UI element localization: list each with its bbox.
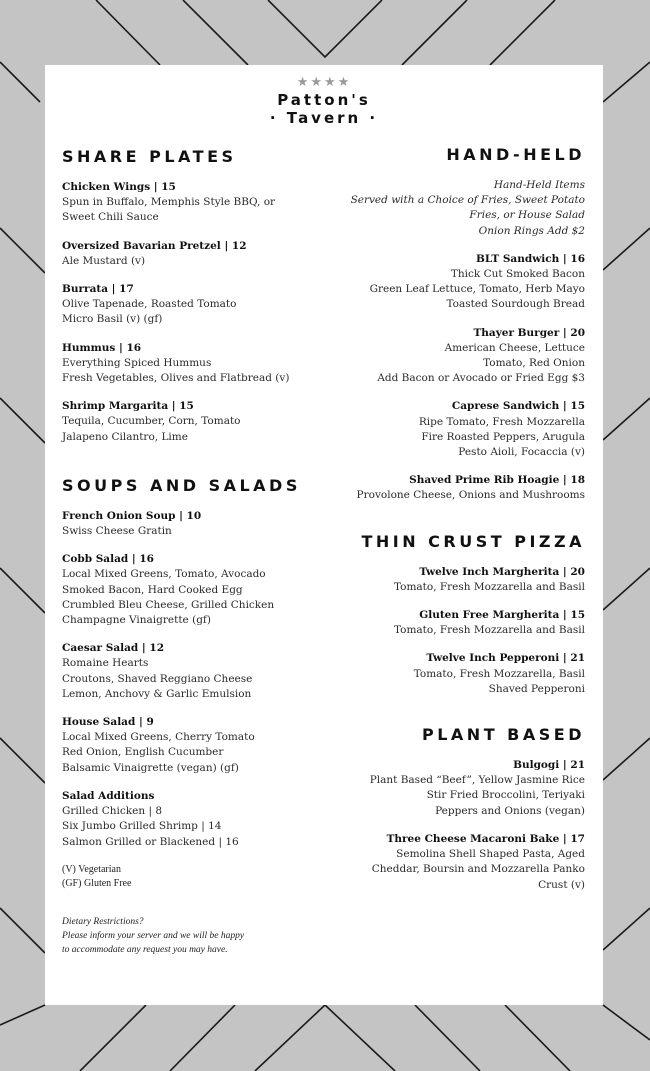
- section-title-share-plates: SHARE PLATES: [62, 147, 237, 166]
- menu-item-description: American Cheese, Lettuce: [444, 341, 585, 354]
- menu-item: [62, 180, 332, 226]
- menu-item: [62, 641, 332, 702]
- menu-item-description: Fire Roasted Peppers, Arugula: [421, 430, 585, 443]
- rating-stars-icon: ★★★★: [296, 75, 352, 90]
- menu-item: [315, 565, 585, 595]
- legend-gluten-free: (GF) Gluten Free: [62, 877, 132, 889]
- restaurant-subtitle: · Tavern ·: [269, 109, 379, 127]
- menu-item-description: Balsamic Vinaigrette (vegan) (gf): [62, 761, 239, 774]
- menu-item: [62, 282, 332, 328]
- menu-item: [62, 239, 332, 269]
- menu-item-description: Tomato, Fresh Mozzarella and Basil: [393, 624, 585, 637]
- dietary-line: Please inform your server and we will be happy: [62, 930, 245, 941]
- menu-item-name: Three Cheese Macaroni Bake | 17: [386, 832, 585, 845]
- menu-item-name: Burrata | 17: [62, 283, 134, 296]
- menu-item-name: Caprese Sandwich | 15: [451, 400, 585, 413]
- menu-item-name: BLT Sandwich | 16: [475, 252, 585, 265]
- menu-item-description: Stir Fried Broccolini, Teriyaki: [426, 789, 585, 802]
- menu-item-description: Ale Mustard (v): [62, 254, 146, 267]
- menu-item: [315, 473, 585, 503]
- menu-item-description: Tomato, Red Onion: [483, 357, 585, 370]
- menu-item: [62, 552, 332, 628]
- menu-item-description: Smoked Bacon, Hard Cooked Egg: [62, 583, 243, 596]
- menu-item-name: House Salad | 9: [62, 716, 154, 729]
- menu-item-description: Lemon, Anchovy & Garlic Emulsion: [62, 687, 252, 700]
- menu-header: [45, 75, 603, 127]
- menu-item-name: Hummus | 16: [62, 341, 142, 354]
- menu-item-description: Tomato, Fresh Mozzarella and Basil: [393, 580, 585, 593]
- menu-item-description: Cheddar, Boursin and Mozzarella Panko: [371, 863, 585, 876]
- menu-item-description: Semolina Shell Shaped Pasta, Aged: [396, 848, 585, 861]
- menu-item: [62, 789, 332, 850]
- section-title-plant-based: PLANT BASED: [422, 725, 585, 745]
- menu-item-description: Croutons, Shaved Reggiano Cheese: [62, 672, 253, 685]
- menu-item-description: Jalapeno Cilantro, Lime: [62, 430, 188, 443]
- menu-item-description: Spun in Buffalo, Memphis Style BBQ, or: [62, 196, 276, 209]
- menu-item-name: Thayer Burger | 20: [473, 326, 585, 339]
- menu-item: [315, 252, 585, 313]
- legend: [62, 863, 332, 891]
- intro-line: Served with a Choice of Fries, Sweet Potato: [350, 194, 585, 207]
- menu-item-description: Fresh Vegetables, Olives and Flatbread (v): [62, 372, 290, 385]
- section-title-soups-salads: SOUPS AND SALADS: [62, 475, 301, 495]
- menu-item-description: Ripe Tomato, Fresh Mozzarella: [418, 415, 585, 428]
- menu-item-description: Crumbled Bleu Cheese, Grilled Chicken: [62, 598, 275, 611]
- menu-item: [62, 399, 332, 445]
- menu-item-description: Everything Spiced Hummus: [62, 356, 212, 369]
- menu-item-name: Salad Additions: [62, 789, 155, 802]
- menu-item-name: Caesar Salad | 12: [62, 642, 165, 655]
- legend-vegetarian: (V) Vegetarian: [62, 863, 121, 875]
- menu-item-name: Chicken Wings | 15: [62, 181, 176, 193]
- restaurant-name: Patton's: [277, 91, 371, 109]
- menu-item-description: Salmon Grilled or Blackened | 16: [62, 835, 239, 848]
- section-title-pizza: THIN CRUST PIZZA: [361, 531, 585, 551]
- menu-item-description: Local Mixed Greens, Cherry Tomato: [62, 731, 255, 744]
- dietary-line: Dietary Restrictions?: [62, 916, 144, 927]
- menu-item-description: Tomato, Fresh Mozzarella, Basil: [413, 667, 585, 680]
- menu-item-name: Shrimp Margarita | 15: [62, 400, 194, 413]
- menu-item-description: Peppers and Onions (vegan): [435, 804, 585, 817]
- menu-item-name: Cobb Salad | 16: [62, 553, 154, 566]
- menu-item-description: Grilled Chicken | 8: [62, 805, 163, 818]
- dietary-note: [62, 915, 332, 957]
- menu-item: [315, 399, 585, 460]
- menu-item-description: Six Jumbo Grilled Shrimp | 14: [62, 820, 222, 833]
- menu-item-description: Plant Based “Beef”, Yellow Jasmine Rice: [369, 774, 585, 787]
- menu-item-description: Sweet Chili Sauce: [62, 211, 159, 224]
- menu-item-description: Champagne Vinaigrette (gf): [62, 614, 211, 627]
- intro-line: Onion Rings Add $2: [478, 224, 585, 237]
- menu-item: [315, 758, 585, 819]
- menu-item: [315, 832, 585, 893]
- intro-line: Fries, or House Salad: [469, 209, 585, 222]
- menu-item-name: Oversized Bavarian Pretzel | 12: [62, 239, 247, 252]
- menu-item: [62, 715, 332, 776]
- menu-item-description: Green Leaf Lettuce, Tomato, Herb Mayo: [369, 283, 585, 296]
- menu-item-description: Provolone Cheese, Onions and Mushrooms: [356, 489, 585, 502]
- menu-item-description: Tequila, Cucumber, Corn, Tomato: [62, 415, 241, 428]
- menu-item: [315, 326, 585, 387]
- menu-item-description: Crust (v): [538, 878, 585, 891]
- left-column: [62, 147, 332, 957]
- menu-item-description: Thick Cut Smoked Bacon: [450, 268, 585, 281]
- menu-item-description: Pesto Aioli, Focaccia (v): [458, 446, 585, 459]
- hand-held-intro: [315, 178, 585, 239]
- section-title-hand-held: HAND-HELD: [446, 145, 585, 164]
- menu-item: [315, 608, 585, 638]
- menu-item-description: Micro Basil (v) (gf): [62, 313, 163, 326]
- menu-item-name: Twelve Inch Pepperoni | 21: [426, 652, 585, 665]
- menu-item: [62, 509, 332, 539]
- menu-item: [62, 341, 332, 387]
- menu-item-description: Red Onion, English Cucumber: [62, 746, 224, 759]
- menu-item-description: Shaved Pepperoni: [488, 682, 585, 695]
- menu-item-description: Romaine Hearts: [62, 657, 149, 670]
- menu-item-name: Twelve Inch Margherita | 20: [419, 565, 585, 578]
- menu-item-description: Olive Tapenade, Roasted Tomato: [62, 298, 237, 311]
- menu-item-name: Bulgogi | 21: [513, 759, 585, 772]
- menu-item-description: Local Mixed Greens, Tomato, Avocado: [62, 568, 266, 581]
- menu-item-description: Add Bacon or Avocado or Fried Egg $3: [377, 372, 585, 385]
- dietary-line: to accommodate any request you may have.: [62, 944, 228, 955]
- intro-line: Hand-Held Items: [493, 179, 585, 191]
- right-column: [315, 145, 585, 906]
- menu-item-description: Swiss Cheese Gratin: [62, 525, 172, 538]
- menu-sheet: [45, 65, 603, 1005]
- menu-item-name: Gluten Free Margherita | 15: [419, 609, 585, 622]
- menu-item-name: Shaved Prime Rib Hoagie | 18: [409, 474, 585, 487]
- menu-item-description: Toasted Sourdough Bread: [446, 298, 585, 311]
- menu-item-name: French Onion Soup | 10: [62, 509, 202, 522]
- menu-item: [315, 651, 585, 697]
